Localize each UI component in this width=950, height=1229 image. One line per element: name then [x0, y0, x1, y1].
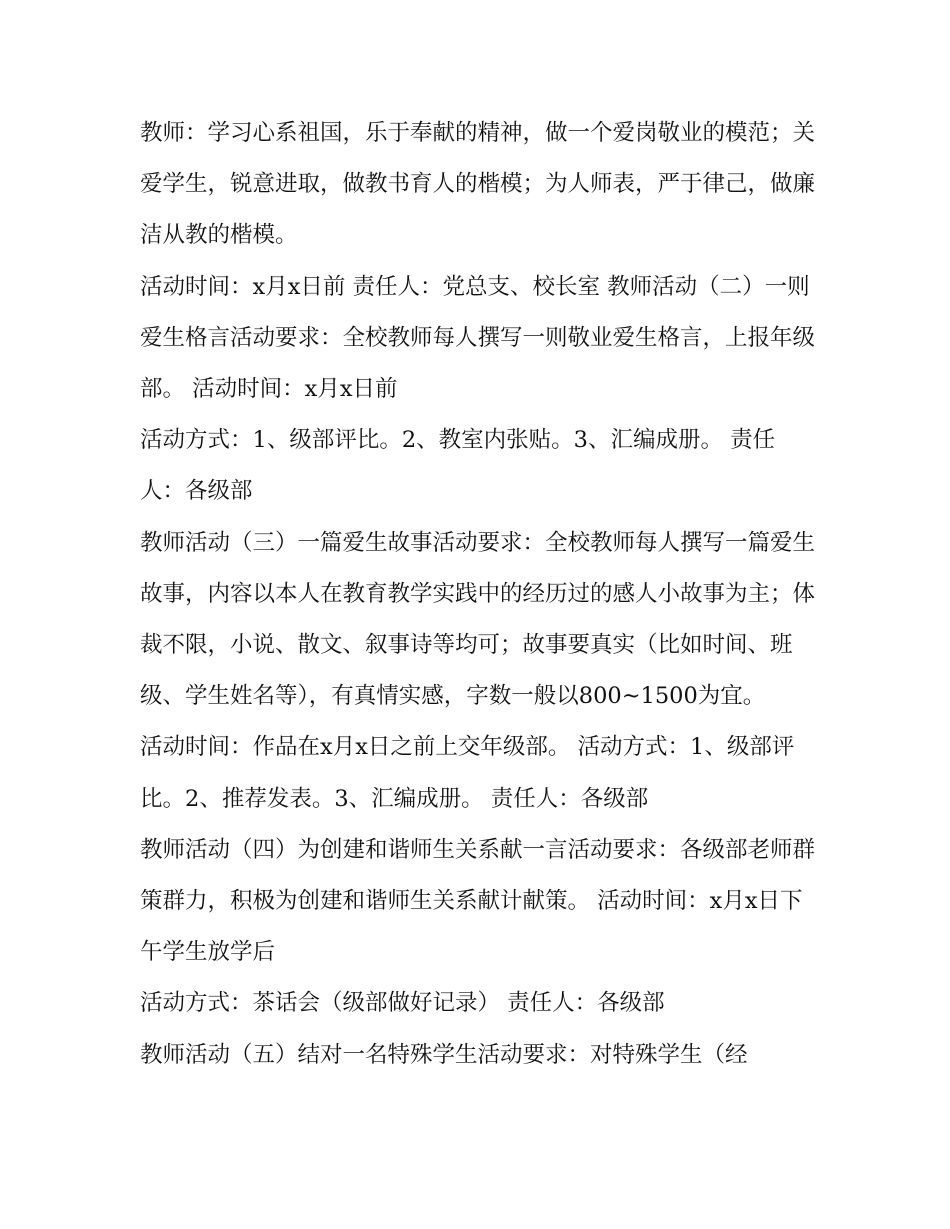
paragraph-7: 活动方式：茶话会（级部做好记录） 责任人：各级部: [140, 990, 665, 1017]
paragraph-4: 教师活动（三）一篇爱生故事活动要求：全校教师每人撰写一篇爱生故事，内容以本人在教育教学实践中的经历过的感人小故事为主；体裁不限，小说、散文、叙事诗等均可；故事要真实（比如时间、班级、学生姓名等），有真情实感，字数一般以800~1500为宜。: [140, 529, 816, 710]
paragraph-8: 教师活动（五）结对一名特殊学生活动要求：对特殊学生（经: [140, 1041, 748, 1068]
paragraph-2: 活动时间：x月x日前 责任人：党总支、校长室 教师活动（二）一则爱生格言活动要求：全校教师每人撰写一则敬业爱生格言，上报年级部。 活动时间：x月x日前: [140, 273, 816, 403]
paragraph-5: 活动时间：作品在x月x日之前上交年级部。 活动方式：1、级部评比。2、推荐发表。3、汇编成册。 责任人：各级部: [140, 734, 795, 812]
paragraph-6: 教师活动（四）为创建和谐师生关系献一言活动要求：各级部老师群策群力，积极为创建和谐师生关系献计献策。 活动时间：x月x日下午学生放学后: [140, 836, 816, 966]
document-body: [140, 108, 820, 1081]
paragraph-1: 教师：学习心系祖国，乐于奉献的精神，做一个爱岗敬业的模范；关爱学生，锐意进取，做教书育人的楷模；为人师表，严于律己，做廉洁从教的楷模。: [140, 120, 816, 249]
paragraph-3: 活动方式：1、级部评比。2、教室内张贴。3、汇编成册。 责任人：各级部: [140, 427, 776, 505]
